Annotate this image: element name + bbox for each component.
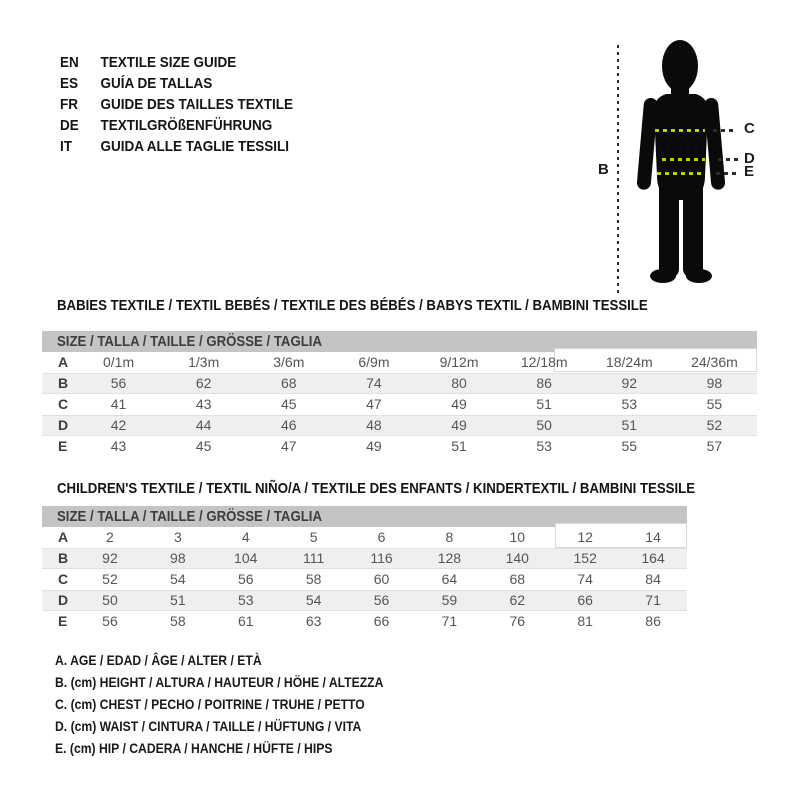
table-cell: 71: [441, 613, 458, 629]
language-title: GUÍA DE TALLAS: [100, 75, 213, 92]
chest-leader-line: [713, 129, 737, 132]
table-cell: 41: [110, 396, 127, 412]
waist-measure-line: [662, 158, 705, 161]
chest-measure-line: [655, 129, 705, 132]
table-cell: 50: [102, 592, 118, 608]
children-size-table: [42, 506, 687, 632]
children-table-rows: [42, 527, 687, 632]
language-row: [60, 52, 293, 73]
table-cell: 81: [577, 613, 593, 629]
table-row: [42, 373, 757, 394]
table-cell: 45: [195, 438, 212, 454]
hip-measure-line: [657, 172, 705, 175]
table-cell: 52: [706, 417, 723, 433]
row-label: C: [58, 571, 69, 587]
table-cell: 3/6m: [273, 354, 305, 370]
table-cell: 55: [706, 396, 723, 412]
table-cell: 4: [241, 529, 250, 545]
table-cell: 66: [577, 592, 593, 608]
table-cell: 49: [451, 396, 467, 412]
table-cell: 80: [451, 375, 467, 391]
language-title-list: [60, 52, 319, 157]
table-cell: 60: [373, 571, 390, 587]
table-cell: 63: [305, 613, 322, 629]
table-cell: 51: [621, 417, 638, 433]
table-cell: 53: [536, 438, 552, 454]
table-cell: 6/9m: [358, 354, 390, 370]
table-row: [42, 436, 757, 457]
language-row: [60, 115, 293, 136]
table-cell: 9/12m: [439, 354, 479, 370]
height-measure-dashed-line: [617, 45, 619, 293]
waist-leader-line: [718, 158, 738, 161]
language-title: TEXTILE SIZE GUIDE: [100, 54, 237, 71]
measurement-legend: [55, 649, 432, 759]
table-cell: 12/18m: [520, 354, 568, 370]
table-cell: 68: [281, 375, 297, 391]
language-title: TEXTILGRÖßENFÜHRUNG: [100, 117, 273, 134]
hip-measure-label: E: [744, 163, 755, 180]
table-cell: 10: [509, 529, 526, 545]
table-cell: 140: [505, 550, 529, 566]
table-cell: 86: [536, 375, 552, 391]
table-cell: 84: [645, 571, 661, 587]
row-label: B: [58, 550, 69, 566]
table-cell: 5: [309, 529, 318, 545]
legend-line: B. (cm) HEIGHT / ALTURA / HAUTEUR / HÖHE / ALTEZZA: [55, 674, 384, 690]
row-label: D: [58, 417, 69, 433]
table-cell: 74: [577, 571, 593, 587]
language-row: [60, 73, 293, 94]
table-cell: 24/36m: [691, 354, 738, 370]
table-cell: 61: [237, 613, 254, 629]
table-cell: 46: [281, 417, 297, 433]
language-row: [60, 136, 293, 157]
table-cell: 50: [536, 417, 552, 433]
language-code: FR: [60, 96, 78, 113]
legend-line: C. (cm) CHEST / PECHO / POITRINE / TRUHE / PETTO: [55, 696, 365, 712]
language-row: [60, 94, 293, 115]
table-cell: 47: [366, 396, 382, 412]
table-cell: 56: [102, 613, 118, 629]
table-row: [42, 352, 757, 373]
hip-leader-line: [716, 172, 738, 175]
table-cell: 53: [237, 592, 254, 608]
language-title: GUIDE DES TAILLES TEXTILE: [100, 96, 294, 113]
table-cell: 164: [641, 550, 665, 566]
babies-section-title-text: BABIES TEXTILE / TEXTIL BEBÉS / TEXTILE DES BÉBÉS / BABYS TEXTIL / BAMBINI TESSILE: [57, 297, 648, 314]
waist-measure-label: D: [744, 150, 755, 167]
table-cell: 43: [195, 396, 212, 412]
table-cell: 51: [170, 592, 186, 608]
table-row: [42, 569, 687, 590]
table-cell: 55: [621, 438, 638, 454]
table-cell: 98: [170, 550, 186, 566]
table-cell: 18/24m: [605, 354, 653, 370]
table-cell: 54: [305, 592, 322, 608]
size-header-label: SIZE / TALLA / TAILLE / GRÖSSE / TAGLIA: [57, 508, 322, 525]
table-cell: 56: [237, 571, 254, 587]
children-section-title-text: CHILDREN'S TEXTILE / TEXTIL NIÑO/A / TEXTILE DES ENFANTS / KINDERTEXTIL / BAMBINI TESSILE: [57, 480, 696, 497]
table-cell: 62: [509, 592, 526, 608]
table-row: [42, 394, 757, 415]
table-cell: 152: [573, 550, 597, 566]
table-cell: 1/3m: [188, 354, 220, 370]
table-cell: 8: [445, 529, 454, 545]
table-cell: 51: [451, 438, 467, 454]
table-cell: 66: [373, 613, 390, 629]
table-cell: 3: [173, 529, 182, 545]
table-cell: 6: [377, 529, 386, 545]
babies-section-title: [57, 297, 728, 314]
language-code: IT: [60, 138, 73, 155]
table-cell: 48: [366, 417, 382, 433]
table-cell: 62: [195, 375, 212, 391]
table-cell: 49: [366, 438, 382, 454]
table-cell: 45: [281, 396, 297, 412]
language-title: GUIDA ALLE TAGLIE TESSILI: [100, 138, 290, 155]
table-row: [42, 415, 757, 436]
row-label: E: [58, 438, 68, 454]
table-row: [42, 611, 687, 632]
children-section-title: [57, 480, 782, 497]
row-label: A: [58, 529, 69, 545]
table-cell: 42: [110, 417, 127, 433]
table-cell: 86: [645, 613, 661, 629]
table-cell: 43: [110, 438, 127, 454]
table-cell: 14: [645, 529, 661, 545]
table-cell: 59: [441, 592, 458, 608]
table-cell: 104: [234, 550, 258, 566]
table-row: [42, 527, 687, 548]
table-cell: 49: [451, 417, 467, 433]
table-cell: 12: [577, 529, 593, 545]
table-cell: 98: [706, 375, 723, 391]
table-row: [42, 548, 687, 569]
table-cell: 53: [621, 396, 638, 412]
row-label: B: [58, 375, 69, 391]
table-cell: 111: [302, 550, 325, 566]
language-code: EN: [60, 54, 79, 71]
table-cell: 116: [370, 550, 393, 566]
legend-line: A. AGE / EDAD / ÂGE / ALTER / ETÀ: [55, 652, 262, 668]
language-code: ES: [60, 75, 79, 92]
legend-line: D. (cm) WAIST / CINTURA / TAILLE / HÜFTUNG / VITA: [55, 718, 362, 734]
table-cell: 74: [366, 375, 382, 391]
table-cell: 56: [373, 592, 390, 608]
table-cell: 58: [305, 571, 322, 587]
row-label: A: [58, 354, 69, 370]
table-row: [42, 590, 687, 611]
table-cell: 54: [170, 571, 186, 587]
table-cell: 58: [170, 613, 186, 629]
height-measure-label: B: [598, 161, 609, 178]
babies-size-table: [42, 331, 757, 457]
table-cell: 76: [509, 613, 526, 629]
table-cell: 57: [706, 438, 723, 454]
table-cell: 56: [110, 375, 127, 391]
table-cell: 0/1m: [103, 354, 135, 370]
row-label: E: [58, 613, 68, 629]
table-cell: 52: [102, 571, 118, 587]
row-label: D: [58, 592, 69, 608]
row-label: C: [58, 396, 69, 412]
table-cell: 64: [441, 571, 458, 587]
language-code: DE: [60, 117, 79, 134]
table-cell: 92: [621, 375, 638, 391]
table-cell: 51: [536, 396, 552, 412]
table-cell: 44: [195, 417, 212, 433]
table-cell: 68: [509, 571, 526, 587]
table-cell: 92: [102, 550, 118, 566]
size-header-label: SIZE / TALLA / TAILLE / GRÖSSE / TAGLIA: [57, 333, 322, 350]
table-cell: 128: [437, 550, 462, 566]
chest-measure-label: C: [744, 120, 755, 137]
legend-line: E. (cm) HIP / CADERA / HANCHE / HÜFTE / HIPS: [55, 740, 333, 756]
babies-table-rows: [42, 352, 757, 457]
table-cell: 47: [281, 438, 297, 454]
table-cell: 71: [645, 592, 661, 608]
table-cell: 2: [106, 529, 114, 545]
